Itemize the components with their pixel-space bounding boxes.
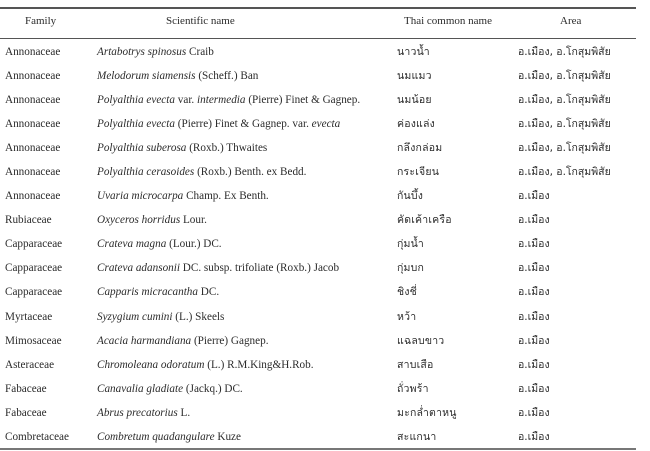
scientific-name-italic: Combretum quadangulare — [97, 430, 215, 443]
cell-area: อ.เมือง — [518, 430, 550, 443]
scientific-name-italic: Abrus precatorius — [97, 406, 178, 419]
cell-thai-common-name: ชิงชี่ — [397, 286, 417, 299]
scientific-name-author: Lour. — [180, 214, 207, 227]
scientific-name-italic: Crateva adansonii — [97, 262, 180, 275]
cell-family: Mimosaceae — [5, 334, 62, 347]
cell-family: Annonaceae — [5, 142, 61, 155]
cell-scientific-name — [97, 138, 267, 158]
scientific-name-italic: Chromoleana odoratum — [97, 358, 205, 371]
cell-area: อ.เมือง — [518, 310, 550, 323]
cell-thai-common-name: สะแกนา — [397, 430, 437, 443]
cell-scientific-name — [97, 114, 340, 134]
cell-family: Combretaceae — [5, 430, 69, 443]
cell-family: Annonaceae — [5, 70, 61, 83]
cell-family: Annonaceae — [5, 94, 61, 107]
scientific-name-author: (Pierre) Finet & Gagnep. — [245, 94, 361, 107]
header-area: Area — [560, 15, 582, 27]
scientific-name-italic: Capparis micracantha — [97, 286, 198, 299]
table-row — [0, 355, 650, 379]
cell-scientific-name — [97, 282, 219, 302]
scientific-name-italic: Melodorum siamensis — [97, 70, 196, 83]
scientific-name-italic: Acacia harmandiana — [97, 334, 192, 347]
scientific-name-author: DC. — [198, 286, 220, 299]
scientific-name-italic: Polyalthia evecta — [97, 94, 175, 107]
cell-thai-common-name: มะกล่ำตาหนู — [397, 406, 457, 419]
table-row — [0, 282, 650, 306]
scientific-name-italic: Syzygium cumini — [97, 310, 173, 323]
table-row — [0, 162, 650, 186]
cell-thai-common-name: กระเจียน — [397, 166, 440, 179]
table-row — [0, 90, 650, 114]
cell-scientific-name — [97, 234, 222, 254]
cell-thai-common-name: กันบึ้ง — [397, 190, 424, 203]
table-row — [0, 258, 650, 282]
table-row — [0, 210, 650, 234]
cell-family: Annonaceae — [5, 46, 61, 58]
cell-family: Capparaceae — [5, 286, 63, 299]
cell-area: อ.เมือง — [518, 190, 550, 203]
table-header-rule — [0, 38, 636, 39]
cell-thai-common-name: นมน้อย — [397, 94, 432, 107]
scientific-name-italic: Uvaria microcarpa — [97, 190, 184, 203]
cell-thai-common-name: กลึงกล่อม — [397, 142, 443, 155]
cell-family: Asteraceae — [5, 358, 55, 371]
cell-scientific-name — [97, 66, 258, 86]
cell-area: อ.เมือง — [518, 358, 550, 371]
table-top-rule — [0, 7, 636, 9]
cell-thai-common-name: คัดเค้าเครือ — [397, 214, 452, 227]
cell-family: Annonaceae — [5, 166, 61, 179]
scientific-name-author: Kuze — [214, 430, 241, 443]
table-row — [0, 66, 650, 90]
cell-family: Fabaceae — [5, 406, 47, 419]
cell-scientific-name — [97, 379, 243, 399]
table-row — [0, 234, 650, 258]
table-body — [0, 42, 650, 451]
header-family: Family — [25, 15, 57, 27]
cell-scientific-name — [97, 42, 214, 62]
cell-family: Capparaceae — [5, 238, 63, 251]
scientific-name-italic: Crateva magna — [97, 238, 167, 251]
scientific-name-author: Champ. Ex Benth. — [183, 190, 269, 203]
cell-family: Annonaceae — [5, 190, 61, 203]
cell-scientific-name — [97, 210, 207, 230]
cell-area: อ.เมือง, อ.โกสุมพิสัย — [518, 70, 611, 83]
cell-area: อ.เมือง, อ.โกสุมพิสัย — [518, 142, 611, 155]
cell-family: Capparaceae — [5, 262, 63, 275]
cell-scientific-name — [97, 307, 224, 327]
table-row — [0, 114, 650, 138]
scientific-name-author: (Roxb.) Thwaites — [186, 142, 268, 155]
scientific-name-italic: evecta — [311, 118, 341, 131]
scientific-name-italic: Polyalthia evecta — [97, 118, 175, 131]
cell-area: อ.เมือง — [518, 334, 550, 347]
cell-thai-common-name: สาบเสือ — [397, 358, 434, 371]
cell-family: Myrtaceae — [5, 310, 53, 323]
cell-thai-common-name: นาวน้ำ — [397, 46, 430, 58]
cell-thai-common-name: หว้า — [397, 310, 417, 323]
scientific-name-author: (Pierre) Gagnep. — [191, 334, 269, 347]
table-row — [0, 379, 650, 403]
scientific-name-author: (Jackq.) DC. — [183, 382, 243, 395]
cell-area: อ.เมือง — [518, 214, 550, 227]
cell-family: Fabaceae — [5, 382, 47, 395]
table-row — [0, 186, 650, 210]
cell-area: อ.เมือง, อ.โกสุมพิสัย — [518, 46, 611, 58]
scientific-name-author: L. — [177, 406, 191, 419]
cell-scientific-name — [97, 427, 241, 447]
cell-family: Annonaceae — [5, 118, 61, 131]
cell-thai-common-name: ค่องแล่ง — [397, 118, 435, 131]
cell-scientific-name — [97, 90, 360, 110]
scientific-name-italic: intermedia — [197, 94, 246, 107]
table-bottom-rule — [0, 448, 636, 450]
cell-area: อ.เมือง — [518, 406, 550, 419]
scientific-name-author: DC. subsp. trifoliate (Roxb.) Jacob — [179, 262, 340, 275]
cell-thai-common-name: นมแมว — [397, 70, 432, 83]
scientific-name-author: var. — [174, 94, 198, 107]
cell-area: อ.เมือง — [518, 238, 550, 251]
table-row — [0, 138, 650, 162]
cell-area: อ.เมือง — [518, 382, 550, 395]
cell-thai-common-name: ถั่วพร้า — [397, 382, 429, 395]
cell-area: อ.เมือง — [518, 286, 550, 299]
cell-scientific-name — [97, 355, 314, 375]
header-scientific-name: Scientific name — [166, 15, 235, 27]
scientific-name-author: (L.) R.M.King&H.Rob. — [204, 358, 314, 371]
scientific-name-author: (L.) Skeels — [172, 310, 225, 323]
scientific-name-author: (Lour.) DC. — [166, 238, 222, 251]
cell-area: อ.เมือง, อ.โกสุมพิสัย — [518, 166, 611, 179]
table-row — [0, 307, 650, 331]
cell-thai-common-name: แฉลบขาว — [397, 334, 445, 347]
cell-scientific-name — [97, 162, 306, 182]
scientific-name-italic: Polyalthia suberosa — [97, 142, 187, 155]
scientific-name-author: Craib — [186, 46, 214, 58]
scientific-name-author: (Scheff.) Ban — [195, 70, 259, 83]
table-row — [0, 331, 650, 355]
cell-thai-common-name: กุ่มน้ำ — [397, 238, 424, 251]
cell-family: Rubiaceae — [5, 214, 52, 227]
cell-scientific-name — [97, 403, 190, 423]
cell-area: อ.เมือง, อ.โกสุมพิสัย — [518, 94, 611, 107]
cell-scientific-name — [97, 331, 269, 351]
table-row — [0, 42, 650, 66]
cell-scientific-name — [97, 186, 269, 206]
scientific-name-italic: Artabotrys spinosus — [97, 46, 187, 58]
scientific-name-italic: Canavalia gladiate — [97, 382, 184, 395]
cell-area: อ.เมือง — [518, 262, 550, 275]
cell-scientific-name — [97, 258, 339, 278]
header-thai-common-name: Thai common name — [404, 15, 492, 27]
table-row — [0, 403, 650, 427]
cell-area: อ.เมือง, อ.โกสุมพิสัย — [518, 118, 611, 131]
scientific-name-italic: Polyalthia cerasoides — [97, 166, 195, 179]
cell-thai-common-name: กุ่มบก — [397, 262, 425, 275]
scientific-name-author: (Pierre) Finet & Gagnep. var. — [174, 118, 312, 131]
scientific-name-author: (Roxb.) Benth. ex Bedd. — [194, 166, 307, 179]
scientific-name-italic: Oxyceros horridus — [97, 214, 181, 227]
